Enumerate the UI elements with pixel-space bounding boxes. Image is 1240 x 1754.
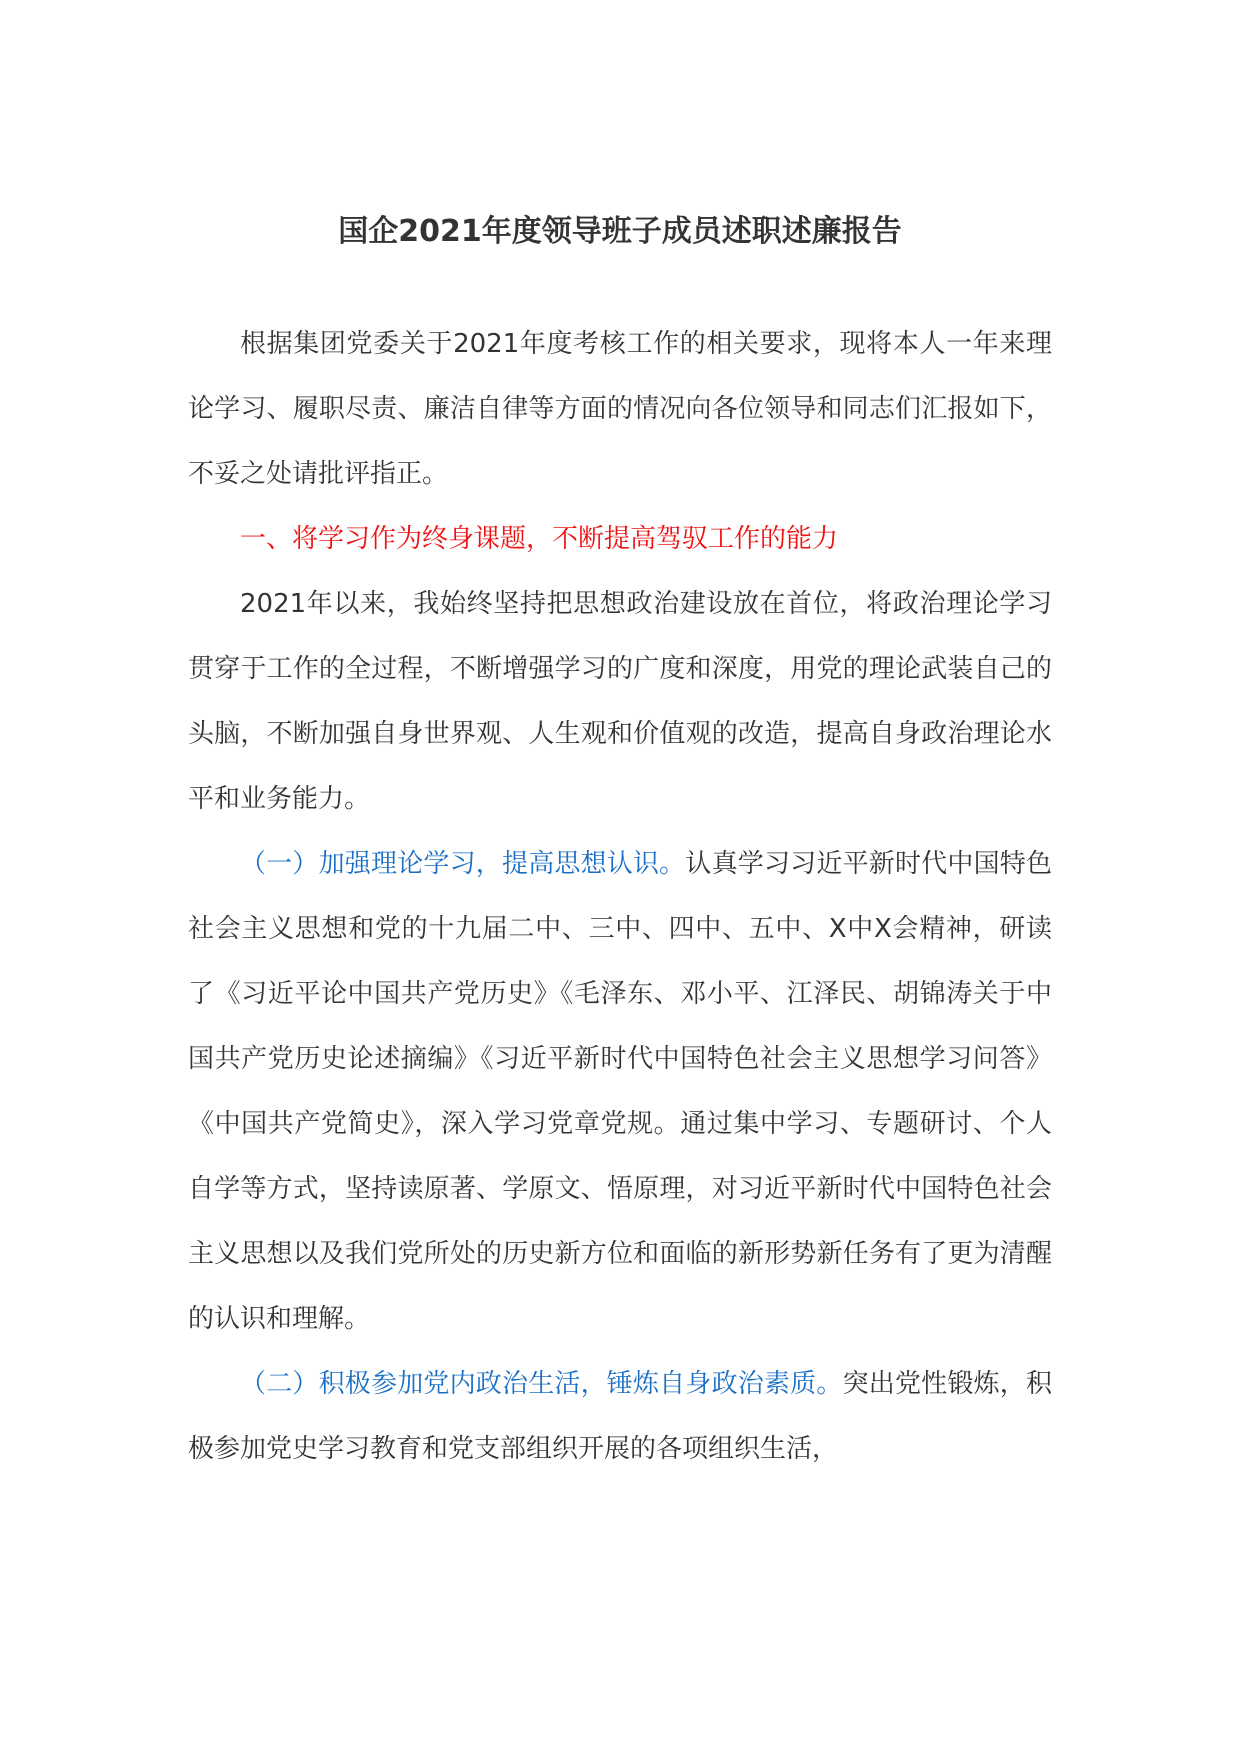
document-body — [188, 312, 1052, 1482]
intro-paragraph: 根据集团党委关于2021年度考核工作的相关要求，现将本人一年来理论学习、履职尽责、廉洁自律等方面的情况向各位领导和同志们汇报如下，不妥之处请批评指正。 — [188, 329, 1052, 489]
section-1-paragraph: 2021年以来，我始终坚持把思想政治建设放在首位，将政治理论学习贯穿于工作的全过程，不断增强学习的广度和深度，用党的理论武装自己的头脑，不断加强自身世界观、人生观和价值观的改造，提高自身政治理论水平和业务能力。 — [188, 589, 1052, 814]
item-2-body: 突出党性锻炼，积极参加党史学习教育和党支部组织开展的各项组织生活， — [188, 1369, 1052, 1464]
document-title: 国企2021年度领导班子成员述职述廉报告 — [338, 214, 902, 249]
item-1-lead: （一）加强理论学习，提高思想认识。 — [240, 849, 686, 879]
item-1-body: 认真学习习近平新时代中国特色社会主义思想和党的十九届二中、三中、四中、五中、X中X会精神，研读了《习近平论中国共产党历史》《毛泽东、邓小平、江泽民、胡锦涛关于中国共产党历史论述摘编》《习近平新时代中国特色社会主义思想学习问答》《中国共产党简史》，深入学习党章党规。通过集中学习、专题研讨、个人自学等方式，坚持读原著、学原文、悟原理，对习近平新时代中国特色社会主义思想以及我们党所处的历史新方位和面临的新形势新任务有了更为清醒的认识和理解。 — [188, 849, 1052, 1334]
document-content — [188, 200, 1052, 1482]
item-1-paragraph — [188, 832, 1052, 1352]
item-2-lead: （二）积极参加党内政治生活，锤炼自身政治素质。 — [240, 1369, 843, 1399]
item-2-paragraph — [188, 1352, 1052, 1482]
section-heading-1: 一、将学习作为终身课题，不断提高驾驭工作的能力 — [240, 524, 839, 554]
